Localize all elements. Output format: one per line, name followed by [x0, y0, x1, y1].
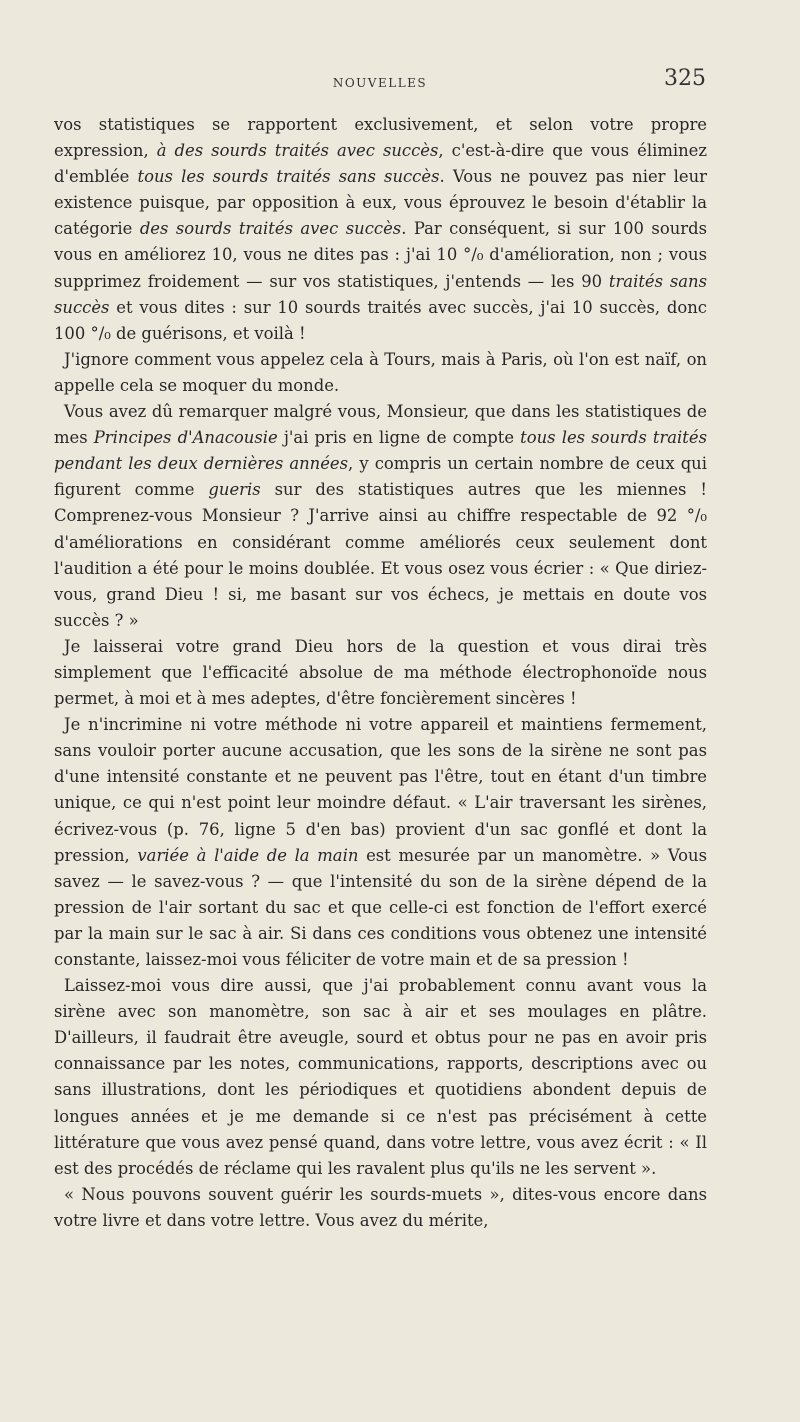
text-segment: « Nous pouvons souvent guérir les sourds-muets », dites-vous encore dans votre livre et dans votre lettre. Vous avez du mérite, [54, 1184, 707, 1230]
text-segment: Vous avez dû remarquer malgré vous, Monsieur, que dans les statistiques de mes [54, 402, 707, 448]
page-number: 325 [664, 66, 706, 91]
paragraph [54, 712, 707, 973]
text-segment: , y compris un certain nombre de ceux qui figurent comme [54, 454, 707, 500]
paragraph [54, 973, 707, 1182]
paragraph [54, 1182, 707, 1234]
text-segment: . Par conséquent, si sur 100 sourds vous en améliorez 10, vous ne dites pas : j'ai 10 °/₀ d'amélioration, non ; vous supprimez froidement — sur vos statistiques, j'entends — les 90 [54, 219, 707, 291]
text-segment: vos statistiques se rapportent exclusivement, et selon votre propre expression, [54, 115, 707, 161]
page-header [54, 66, 706, 96]
text-segment: Laissez-moi vous dire aussi, que j'ai probablement connu avant vous la sirène avec son manomètre, son sac à air et ses moulages en plâtre. D'ailleurs, il faudrait être aveugle, sourd et obtus pour ne pas en avoir pris connaissance par les notes, communications, rapports, descriptions avec ou sans illustrations, dont les périodiques et quotidiens abondent depuis de longues années et je me demande si ce n'est pas précisément à cette littérature que vous avez pensé quand, dans votre lettre, vous avez écrit : « Il est des procédés de réclame qui les ravalent plus qu'ils ne les servent ». [54, 976, 707, 1178]
italic-text: gueris [208, 480, 261, 500]
paragraph [54, 347, 707, 399]
text-segment: j'ai pris en ligne de compte [277, 428, 521, 448]
text-segment: . Vous ne pouvez pas nier leur existence puisque, par opposition à eux, vous éprouvez le besoin d'établir la catégorie [54, 167, 707, 239]
text-segment: est mesurée par un manomètre. » Vous savez — le savez-vous ? — que l'intensité du son de la sirène dépend de la pression de l'air sortant du sac et que celle-ci est fonction de l'effort exercé par la main sur le sac à air. Si dans ces conditions vous obtenez une intensité constante, laissez-moi vous féliciter de votre main et de sa pression ! [54, 845, 708, 969]
body-text [54, 112, 707, 1234]
italic-text: tous les sourds traités sans succès [137, 167, 440, 187]
italic-text: variée à l'aide de la main [137, 845, 359, 865]
italic-text: tous les sourds traités pendant les deux dernières années [54, 428, 708, 474]
italic-text: traités sans succès [54, 271, 708, 317]
italic-text: des sourds traités avec succès [139, 219, 402, 239]
text-segment: Je laisserai votre grand Dieu hors de la question et vous dirai très simplement que l'efficacité absolue de ma méthode électrophonoïde nous permet, à moi et à mes adeptes, d'être foncièrement sincères ! [54, 636, 707, 709]
italic-text: Principes d'Anacousie [93, 428, 278, 448]
italic-text: à des sourds traités avec succès [156, 141, 439, 161]
paragraph [54, 112, 707, 347]
paragraph [54, 399, 707, 634]
text-segment: sur des statistiques autres que les miennes ! Comprenez-vous Monsieur ? J'arrive ainsi au chiffre respectable de 92 °/₀ d'améliorations en considérant comme améliorés ceux seulement dont l'audition a été pour le moins doublée. Et vous osez vous écrier : « Que diriez-vous, grand Dieu ! si, me basant sur vos échecs, je mettais en doute vos succès ? » [54, 480, 707, 630]
text-segment: Je n'incrimine ni votre méthode ni votre appareil et maintiens fermement, sans vouloir porter aucune accusation, que les sons de la sirène ne sont pas d'une intensité constante et ne peuvent pas l'être, tout en étant d'un timbre unique, ce qui n'est point leur moindre défaut. « L'air traversant les sirènes, écrivez-vous (p. 76, ligne 5 d'en bas) provient d'un sac gonflé et dont la pression, [54, 715, 707, 865]
text-segment: , c'est-à-dire que vous éliminez d'emblée [54, 141, 707, 187]
text-segment: J'ignore comment vous appelez cela à Tours, mais à Paris, où l'on est naïf, on appelle cela se moquer du monde. [54, 349, 707, 395]
paragraph [54, 634, 707, 712]
text-segment: et vous dites : sur 10 sourds traités avec succès, j'ai 10 succès, donc 100 °/₀ de guérisons, et voilà ! [54, 297, 707, 343]
running-title: NOUVELLES [332, 76, 428, 90]
